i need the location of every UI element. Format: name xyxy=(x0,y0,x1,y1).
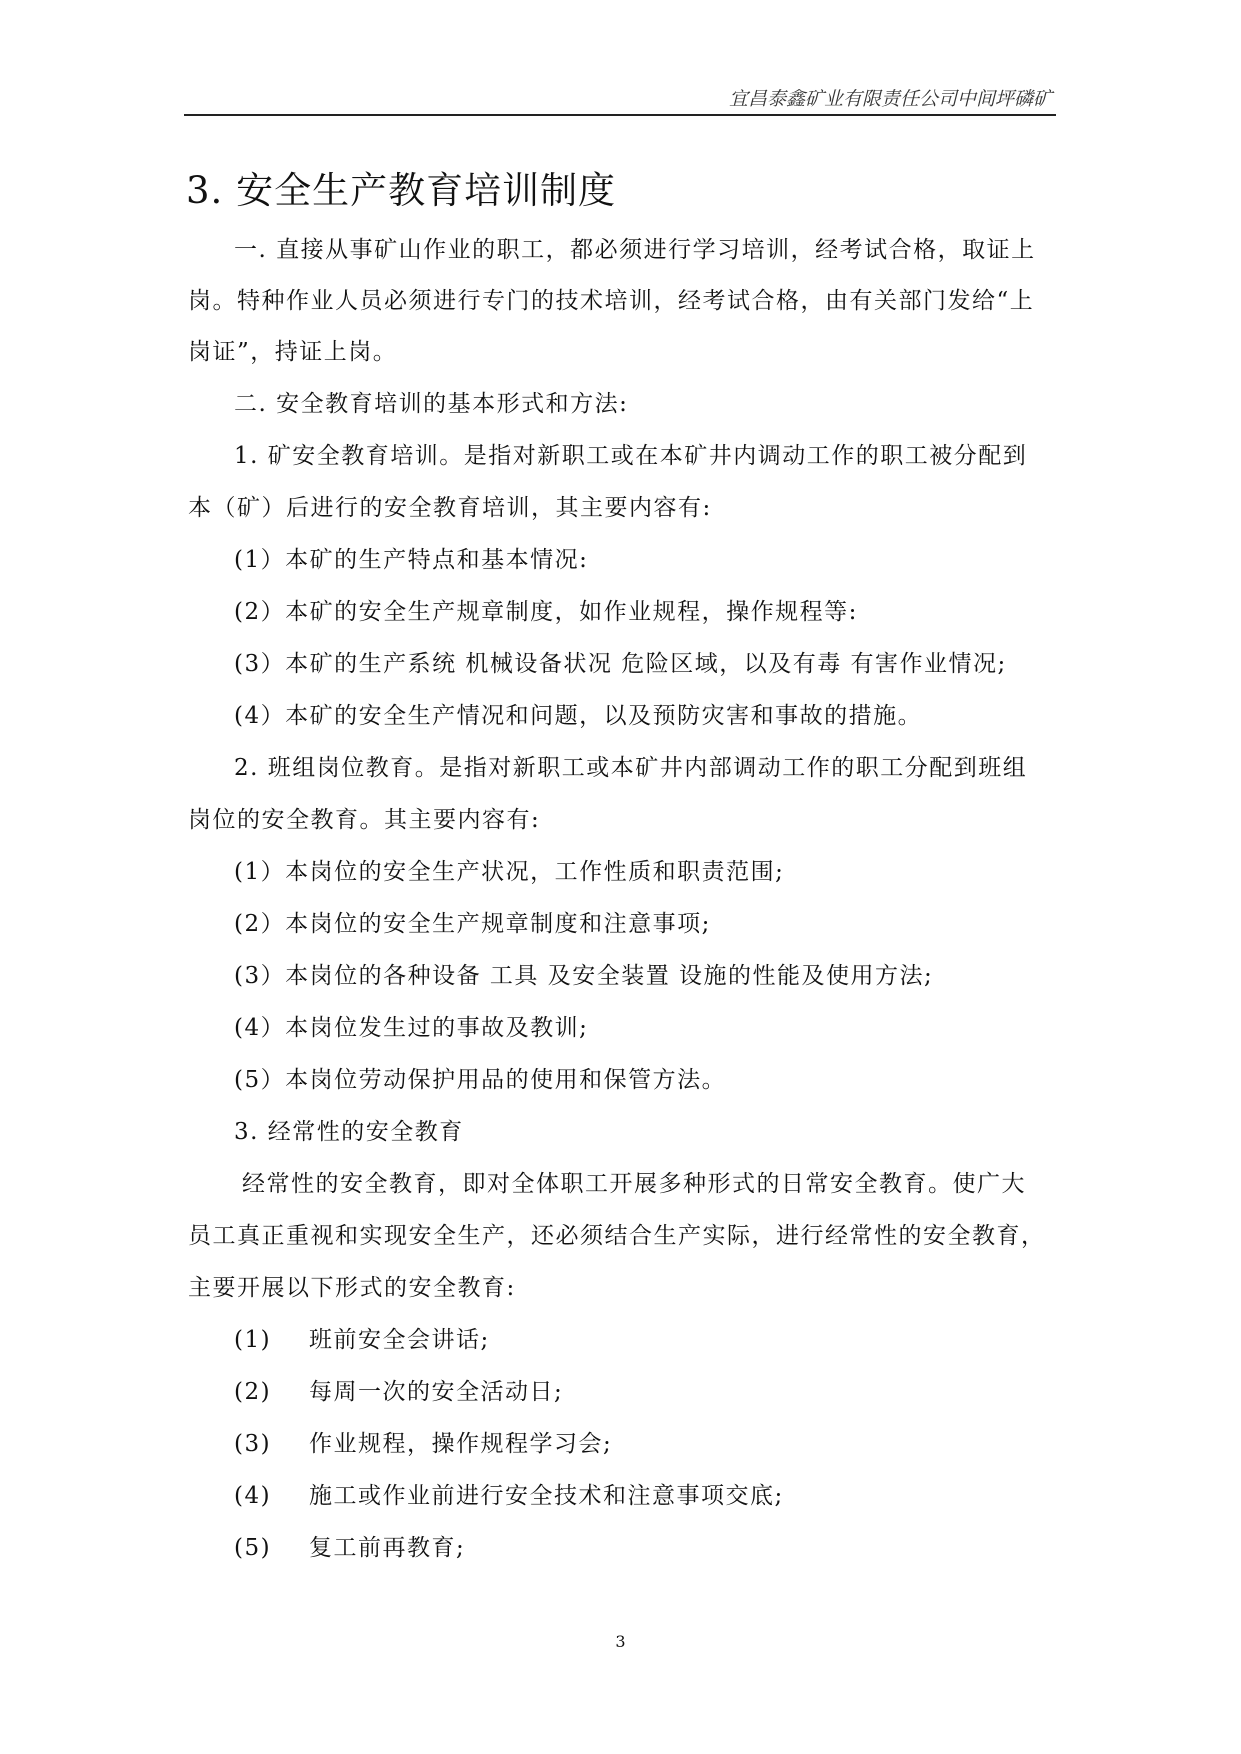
paragraph-line: 2. 班组岗位教育。是指对新职工或本矿井内部调动工作的职工分配到班组 xyxy=(234,755,1028,781)
paragraph-line: 岗证”，持证上岗。 xyxy=(188,339,398,365)
paragraph-line: 岗位的安全教育。其主要内容有: xyxy=(188,807,541,833)
page-number: 3 xyxy=(615,1632,626,1651)
list-item-text: 施工或作业前进行安全技术和注意事项交底; xyxy=(309,1483,784,1509)
subsection-heading: 3. 经常性的安全教育 xyxy=(234,1119,464,1145)
list-item: (5）本岗位劳动保护用品的使用和保管方法。 xyxy=(234,1067,727,1093)
list-item-number: (1) xyxy=(234,1327,272,1353)
list-item xyxy=(234,1321,490,1354)
list-item xyxy=(234,1529,465,1562)
list-item-text: 每周一次的安全活动日; xyxy=(309,1379,564,1405)
header-rule xyxy=(184,114,1056,116)
list-item-text: 复工前再教育; xyxy=(309,1535,466,1561)
list-item xyxy=(234,1373,563,1406)
list-item: (3）本岗位的各种设备 工具 及安全装置 设施的性能及使用方法; xyxy=(234,963,934,989)
paragraph-line: 主要开展以下形式的安全教育: xyxy=(188,1275,516,1301)
paragraph-line: 本（矿）后进行的安全教育培训，其主要内容有: xyxy=(188,495,712,521)
list-item-text: 班前安全会讲话; xyxy=(309,1327,490,1353)
list-item: (4）本岗位发生过的事故及教训; xyxy=(234,1015,589,1041)
list-item-text: 作业规程，操作规程学习会; xyxy=(309,1431,613,1457)
list-item: (1）本岗位的安全生产状况，工作性质和职责范围; xyxy=(234,859,785,885)
list-item-number: (3) xyxy=(234,1431,272,1457)
list-item xyxy=(234,1425,612,1458)
section-title: 3. 安全生产教育培训制度 xyxy=(186,169,617,212)
list-item: (1）本矿的生产特点和基本情况: xyxy=(234,547,589,573)
list-item: (2）本矿的安全生产规章制度，如作业规程，操作规程等: xyxy=(234,599,858,625)
list-item-number: (4) xyxy=(234,1483,272,1509)
paragraph-line: 员工真正重视和实现安全生产，还必须结合生产实际，进行经常性的安全教育， xyxy=(188,1223,1046,1249)
list-item-number: (5) xyxy=(234,1535,272,1561)
paragraph-line: 二. 安全教育培训的基本形式和方法: xyxy=(234,391,629,417)
list-item xyxy=(234,1477,784,1510)
paragraph-line: 一. 直接从事矿山作业的职工，都必须进行学习培训，经考试合格，取证上 xyxy=(234,237,1036,263)
list-item: (4）本矿的安全生产情况和问题，以及预防灾害和事故的措施。 xyxy=(234,703,923,729)
list-item: (2）本岗位的安全生产规章制度和注意事项; xyxy=(234,911,711,937)
page-header: 宜昌泰鑫矿业有限责任公司中间坪磷矿 xyxy=(728,88,1052,110)
list-item: (3）本矿的生产系统 机械设备状况 危险区域，以及有毒 有害作业情况; xyxy=(234,651,1007,677)
paragraph-line: 岗。特种作业人员必须进行专门的技术培训，经考试合格，由有关部门发给“上 xyxy=(188,288,1035,314)
paragraph-line: 1. 矿安全教育培训。是指对新职工或在本矿井内调动工作的职工被分配到 xyxy=(234,443,1028,469)
paragraph-line: 经常性的安全教育，即对全体职工开展多种形式的日常安全教育。使广大 xyxy=(242,1171,1026,1197)
list-item-number: (2) xyxy=(234,1379,272,1405)
